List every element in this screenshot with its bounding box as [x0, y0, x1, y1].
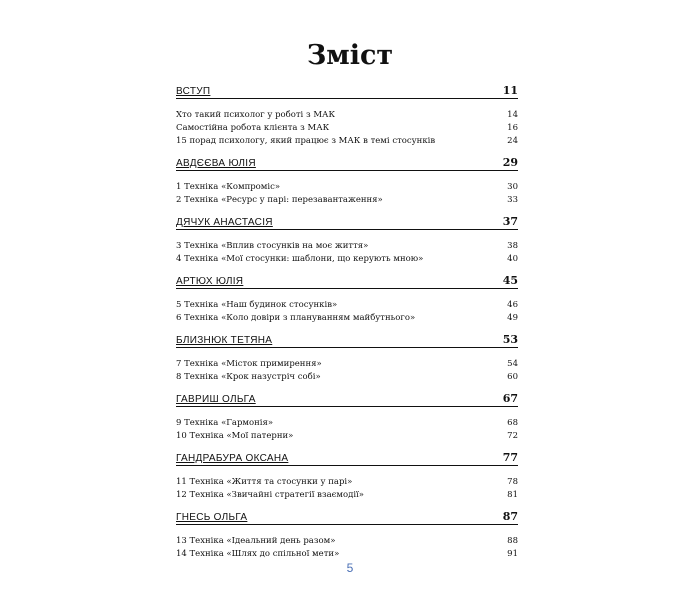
entry-page-number: 81 — [507, 490, 518, 500]
toc-entry[interactable] — [176, 253, 518, 266]
section-title: ГАВРИШ ОЛЬГА — [176, 394, 256, 405]
toc-entry[interactable] — [176, 489, 518, 502]
entry-title: Хто такий психолог у роботі з МАК — [176, 110, 336, 120]
toc-section-heading[interactable] — [176, 274, 518, 289]
entry-page-number: 60 — [507, 372, 518, 382]
section-title: ГАНДРАБУРА ОКСАНА — [176, 453, 289, 464]
entry-title: Самостійна робота клієнта з МАК — [176, 123, 330, 133]
toc-entry[interactable] — [176, 122, 518, 135]
section-title: ГНЕСЬ ОЛЬГА — [176, 512, 248, 523]
entry-title: 12 Техніка «Звичайні стратегії взаємодії» — [176, 490, 365, 500]
section-page-number: 11 — [502, 84, 518, 97]
entry-page-number: 40 — [507, 254, 518, 264]
toc-section-heading[interactable] — [176, 333, 518, 348]
toc-entry-list — [176, 525, 518, 565]
entry-title: 15 порад психологу, який працює з МАК в темі стосунків — [176, 136, 436, 146]
entry-title: 1 Техніка «Компроміс» — [176, 182, 281, 192]
section-page-number: 53 — [502, 333, 518, 346]
toc-entry[interactable] — [176, 535, 518, 548]
toc-entry[interactable] — [176, 194, 518, 207]
section-page-number: 45 — [502, 274, 518, 287]
toc-entry[interactable] — [176, 135, 518, 148]
entry-title: 8 Техніка «Крок назустріч собі» — [176, 372, 321, 382]
section-title: ДЯЧУК АНАСТАСІЯ — [176, 217, 273, 228]
entry-page-number: 33 — [507, 195, 518, 205]
toc-entry[interactable] — [176, 240, 518, 253]
entry-page-number: 49 — [507, 313, 518, 323]
entry-page-number: 16 — [507, 123, 518, 133]
entry-page-number: 68 — [507, 418, 518, 428]
entry-title: 2 Техніка «Ресурс у парі: перезавантаження» — [176, 195, 383, 205]
entry-page-number: 38 — [507, 241, 518, 251]
toc-section-heading[interactable] — [176, 215, 518, 230]
entry-page-number: 30 — [507, 182, 518, 192]
toc-entry[interactable] — [176, 417, 518, 430]
toc-section-heading[interactable] — [176, 392, 518, 407]
section-title: БЛИЗНЮК ТЕТЯНА — [176, 335, 273, 346]
section-title: АВДЄЄВА ЮЛІЯ — [176, 158, 256, 169]
page-title: Зміст — [306, 40, 394, 71]
entry-title: 11 Техніка «Життя та стосунки у парі» — [176, 477, 353, 487]
toc-entry[interactable] — [176, 299, 518, 312]
toc-entry[interactable] — [176, 476, 518, 489]
toc-entry[interactable] — [176, 371, 518, 384]
entry-page-number: 24 — [507, 136, 518, 146]
entry-page-number: 54 — [507, 359, 518, 369]
toc-section-heading[interactable] — [176, 156, 518, 171]
entry-title: 14 Техніка «Шлях до спільної мети» — [176, 549, 340, 559]
entry-title: 6 Техніка «Коло довіри з плануванням майбутнього» — [176, 313, 416, 323]
toc-entry[interactable] — [176, 358, 518, 371]
toc-entry-list — [176, 466, 518, 506]
toc-entry[interactable] — [176, 109, 518, 122]
toc-entry[interactable] — [176, 312, 518, 325]
entry-title: 7 Техніка «Місток примирення» — [176, 359, 322, 369]
entry-title: 9 Техніка «Гармонія» — [176, 418, 274, 428]
toc-entry-list — [176, 289, 518, 329]
entry-title: 13 Техніка «Ідеальний день разом» — [176, 536, 336, 546]
toc-entry[interactable] — [176, 548, 518, 561]
toc-section-heading[interactable] — [176, 84, 518, 99]
section-page-number: 77 — [502, 451, 518, 464]
page-number: 5 — [346, 561, 354, 575]
entry-page-number: 91 — [507, 549, 518, 559]
section-title: ВСТУП — [176, 86, 211, 97]
section-title: АРТЮХ ЮЛІЯ — [176, 276, 244, 287]
entry-title: 5 Техніка «Наш будинок стосунків» — [176, 300, 338, 310]
entry-page-number: 78 — [507, 477, 518, 487]
entry-page-number: 72 — [507, 431, 518, 441]
toc-entry[interactable] — [176, 430, 518, 443]
section-page-number: 29 — [502, 156, 518, 169]
entry-page-number: 46 — [507, 300, 518, 310]
entry-page-number: 14 — [507, 110, 518, 120]
toc-entry[interactable] — [176, 181, 518, 194]
section-page-number: 37 — [502, 215, 518, 228]
section-page-number: 67 — [502, 392, 518, 405]
toc-section-heading[interactable] — [176, 510, 518, 525]
entry-page-number: 88 — [507, 536, 518, 546]
entry-title: 3 Техніка «Вплив стосунків на моє життя» — [176, 241, 369, 251]
entry-title: 4 Техніка «Мої стосунки: шаблони, що керують мною» — [176, 254, 424, 264]
toc-entry-list — [176, 407, 518, 447]
toc-section-heading[interactable] — [176, 451, 518, 466]
table-of-contents — [176, 84, 518, 565]
section-page-number: 87 — [502, 510, 518, 523]
entry-title: 10 Техніка «Мої патерни» — [176, 431, 294, 441]
toc-entry-list — [176, 230, 518, 270]
toc-entry-list — [176, 348, 518, 388]
toc-entry-list — [176, 171, 518, 211]
toc-entry-list — [176, 99, 518, 152]
